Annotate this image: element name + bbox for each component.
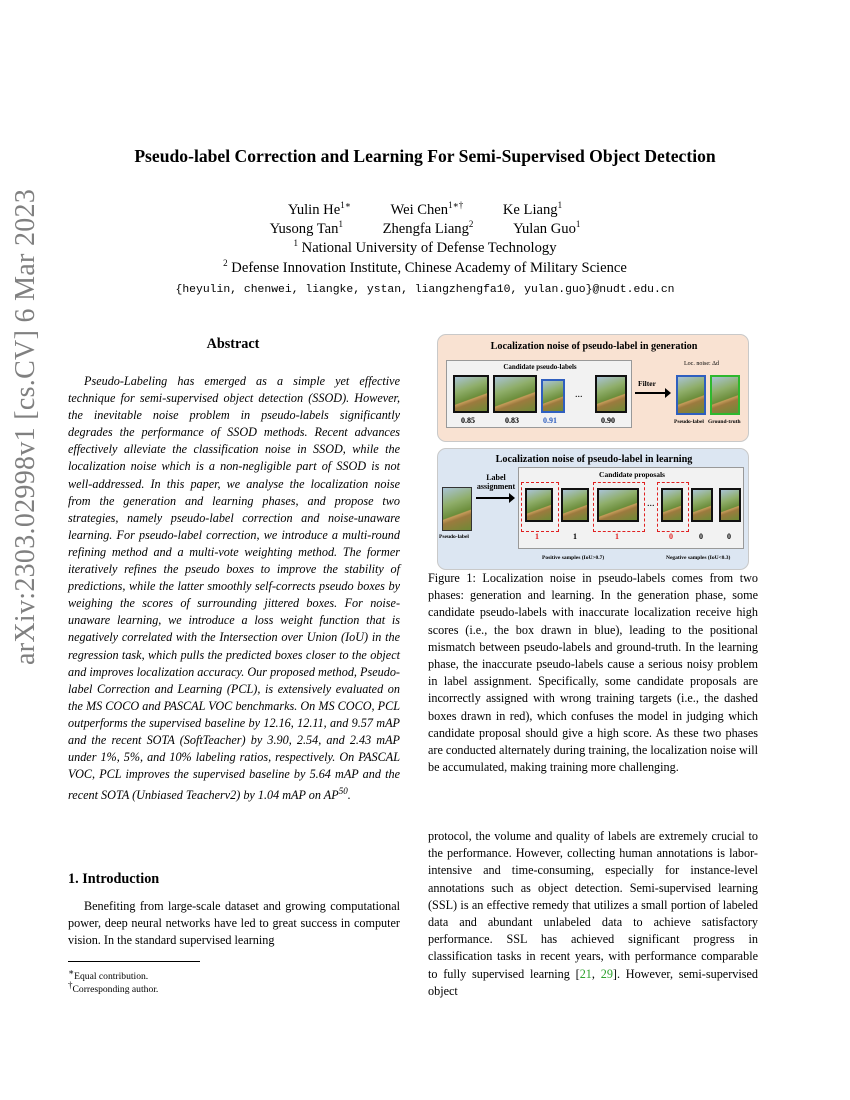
candidate-proposals-label: Candidate proposals (599, 470, 665, 479)
abstract-heading: Abstract (206, 336, 260, 352)
target-3: 1 (615, 532, 619, 541)
author-emails: {heyulin, chenwei, liangke, ystan, liangzhengfa10, yulan.guo}@nudt.edu.cn (175, 284, 675, 296)
learning-panel (437, 448, 749, 570)
affiliation-2: $^2$ Defense Innovation Institute, Chinese Academy of Military Science (223, 258, 627, 276)
ground-truth-image (710, 375, 740, 415)
negative-samples-label: Negative samples (IoU<0.3) (666, 555, 731, 561)
candidate-label: Candidate pseudo-labels (503, 363, 577, 371)
author-row-1 (0, 200, 850, 219)
author: Yulin $He^{1∗}$ (287, 200, 351, 218)
positive-samples-label: Positive samples (IoU>0.7) (542, 555, 605, 561)
figure-1 (437, 334, 749, 570)
footnote-rule (68, 961, 200, 962)
target-5: 0 (699, 532, 703, 541)
filter-arrow (635, 392, 667, 394)
abstract-text: Pseudo-Labeling has emerged as a simple yet effective technique for semi-supervised object detection (SSOD). However, the inevitable noise problem in pseudo-labels significantly degrades the performance of SSOD methods. Recent advances effectively alleviate the classification noise in SSOD, while the localization noise which is a non-negligible part of SSOD is not well-addressed. In this paper, we analyse the localization noise from the generation and learning phases, and propose two strategies, namely pseudo-label correction and noise-unaware learning. For pseudo-label correction, we introduce a multi-round refining method and a multi-vote weighting method. The former iteratively refines the pseudo boxes to improve the stability of predictions, while the latter smoothly self-corrects pseudo boxes by weighing the scores of surrounding jittered boxes. For noise-unaware learning, we introduce a loss weight function that is negatively correlated with the Intersection over Union (IoU) in the regression task, which pulls the predicted boxes closer to the object and improves localization accuracy. Our proposed method, Pseudo-label Correction and Learning (PCL), is extensively evaluated on the MS COCO and PASCAL VOC benchmarks. On MS COCO, PCL outperforms the supervised baseline by 12.16, 12.11, and 9.57 mAP and the recent SOTA (SoftTeacher) by 3.90, 2.54, and 2.43 mAP under 1%, 5%, and 10% labeling ratios, respectively. On PASCAL VOC, PCL improves the supervised baseline by 5.64 mAP and the recent SOTA (Unbiased Teacherv2) by 1.04 mAP on AP$^{50}$. (68, 374, 400, 803)
footnote-equal-contribution: ∗Equal contribution. (68, 967, 149, 983)
candidate-pseudo-labels-box (446, 360, 632, 428)
candidate-image-4 (595, 375, 627, 413)
author: Yusong Tan$^1$ (269, 219, 343, 237)
score-2: 0.83 (505, 416, 519, 425)
author: Yulan Guo$^1$ (513, 219, 581, 237)
target-2: 1 (573, 532, 577, 541)
ground-truth-caption: Ground-truth (708, 419, 741, 425)
introduction-text: Benefiting from large-scale dataset and growing computational power, deep neural networks have led to great success in computer vision. In the standard supervised learning (68, 899, 400, 948)
generation-panel-title: Localization noise of pseudo-label in generation (490, 341, 698, 352)
author-row-2 (0, 219, 850, 238)
score-3-blue: 0.91 (543, 416, 557, 425)
loc-noise-label: Loc. noise: Δd (684, 361, 720, 367)
proposal-image-6 (719, 488, 741, 522)
score-4: 0.90 (601, 416, 615, 425)
learning-panel-title: Localization noise of pseudo-label in learning (495, 454, 693, 465)
footnote-corresponding-author: †Corresponding author. (68, 980, 159, 996)
author: Wei Chen$^{1∗\dagger}$ (390, 200, 464, 218)
candidate-image-1 (453, 375, 489, 413)
score-1: 0.85 (461, 416, 475, 425)
learning-pseudo-label-caption: Pseudo-label (439, 534, 469, 540)
author: Zhengfa Liang$^2$ (382, 219, 474, 237)
generation-panel (437, 334, 749, 442)
arrow-head-icon (665, 388, 671, 398)
arrow-head-icon (509, 493, 515, 503)
pseudo-label-image (676, 375, 706, 415)
citation-link[interactable]: 21 (579, 966, 592, 981)
target-1: 1 (535, 532, 539, 541)
candidate-ellipsis: ... (575, 389, 583, 400)
proposal-image-5 (691, 488, 713, 522)
citation-link[interactable]: 29 (600, 966, 613, 981)
proposal-image-4 (661, 488, 683, 522)
figure-1-caption: Figure 1: Localization noise in pseudo-labels comes from two phases: generation and learning. In the generation phase, some candidate pseudo-labels with inaccurate localization receive high scores (i.e., the box drawn in blue), leading to the positional mismatch between pseudo-labels and ground-truth. In the learning phase, the inaccurate pseudo-labels cause a serious noisy problem in label assignment. Specifically, some candidate proposals are incorrectly assigned with wrong training targets (i.e., the dashed boxes drawn in red), which confuses the model in judging which candidate proposal should give a high score. As these two phases are conducted alternately during training, the localization noise will be accumulated, making training more challenging. (428, 571, 758, 775)
learning-pseudo-label-image (442, 487, 472, 531)
proposal-image-1 (525, 488, 553, 522)
affiliation-1: $^1$ National University of Defense Technology (293, 238, 557, 256)
candidate-image-2 (493, 375, 537, 413)
proposal-image-3 (597, 488, 639, 522)
right-column-text: protocol, the volume and quality of labels are extremely crucial to the performance. However, collecting human annotations is labor-intensive and time-consuming, especially for instance-level annotations such as object detection. Semi-supervised learning (SSL) is an effective remedy that utilizes a small portion of labeled data and abundant unlabeled data to achieve satisfactory performance. SSL has achieved significant progress in classification tasks in recent years, with performance comparable to fully supervised learning [21, 29]. However, semi-supervised object (428, 829, 758, 998)
introduction-heading: 1. Introduction (68, 871, 160, 887)
label-assignment-label: Label assignment (476, 473, 516, 491)
proposal-ellipsis: ... (647, 498, 655, 509)
filter-label: Filter (638, 379, 656, 388)
pseudo-label-caption: Pseudo-label (674, 419, 704, 425)
target-6: 0 (727, 532, 731, 541)
author: Ke Liang$^1$ (502, 200, 563, 218)
target-4: 0 (669, 532, 673, 541)
candidate-proposals-box (518, 467, 744, 549)
paper-title: Pseudo-label Correction and Learning For Semi-Supervised Object Detection (134, 146, 716, 166)
proposal-image-2 (561, 488, 589, 522)
assignment-arrow (476, 497, 510, 499)
candidate-image-3-blue (541, 379, 565, 413)
arxiv-identifier: arXiv:2303.02998v1 [cs.CV] 6 Mar 2023 (10, 188, 41, 665)
